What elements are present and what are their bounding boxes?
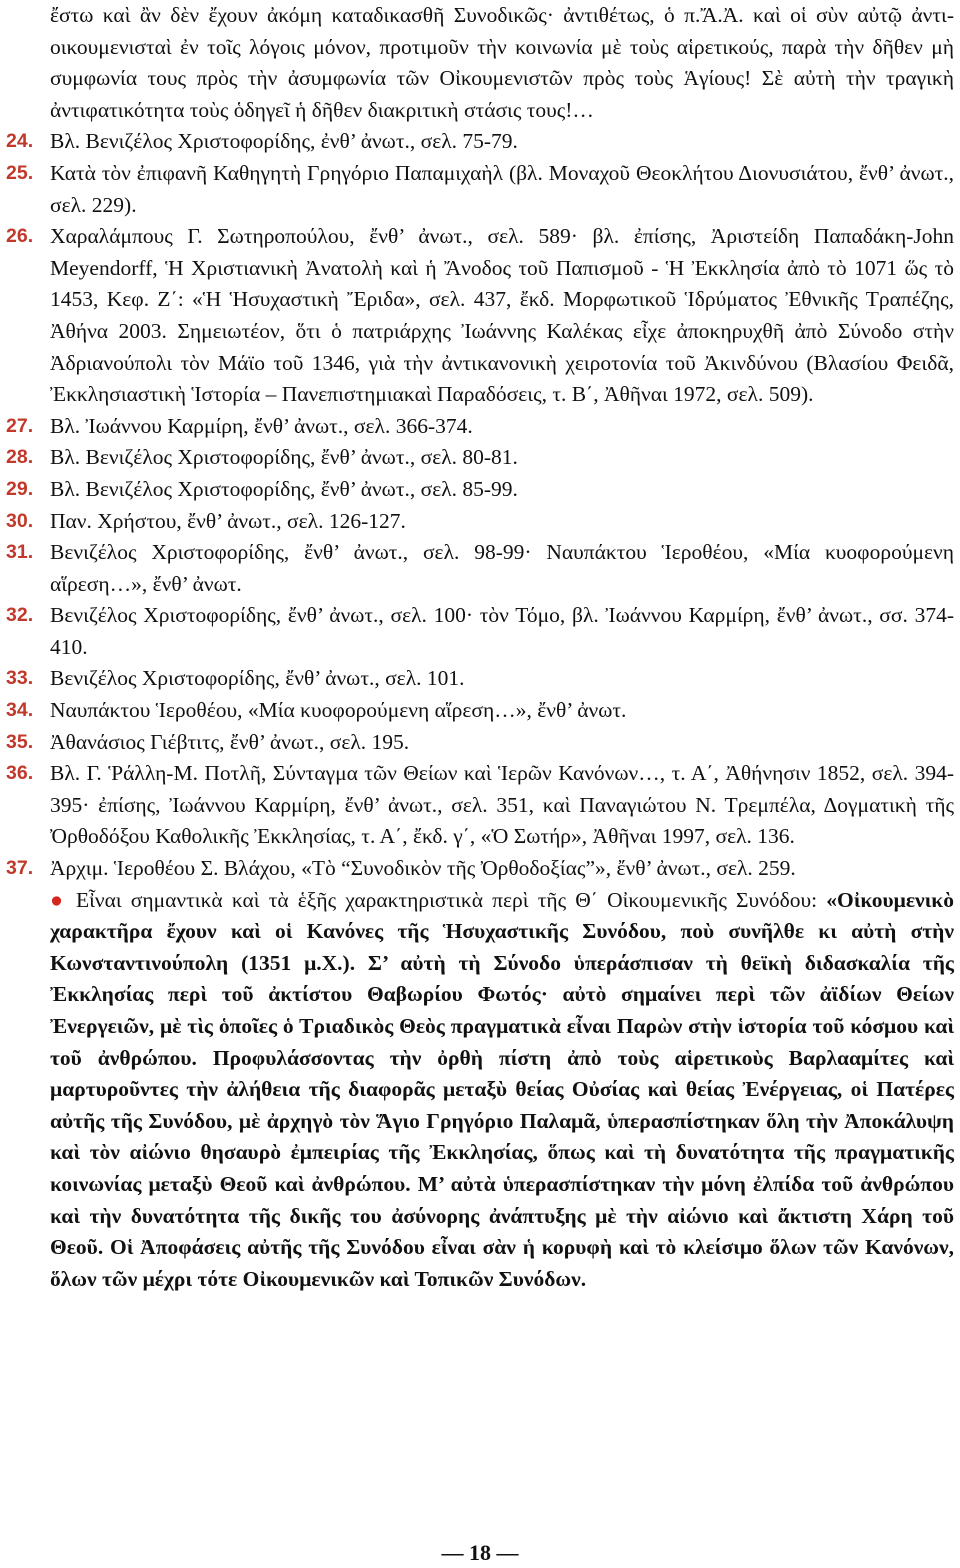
- footnote-37: [6, 853, 954, 885]
- footnote-text: Βλ. Ἰωάννου Καρμίρη, ἔνθ’ ἀνωτ., σελ. 366-374.: [50, 413, 473, 438]
- footnote-number: 24.: [6, 130, 34, 153]
- footnote-34: [6, 695, 954, 727]
- bullet-icon: ●: [50, 887, 67, 912]
- footnote-31: [6, 537, 954, 600]
- footnote-number: 29.: [6, 477, 34, 500]
- footnote-26: [6, 221, 954, 411]
- footnote-number: 36.: [6, 762, 34, 785]
- footnote-36: [6, 758, 954, 853]
- footnote-number: 31.: [6, 541, 34, 564]
- footnote-text: Κατὰ τὸν ἐπιφανῆ Καθηγητὴ Γρηγόριο Παπαμιχαὴλ (βλ. Μοναχοῦ Θεοκλήτου Διονυσιάτου, ἔνθ’ ἀνωτ., σελ. 229).: [50, 160, 954, 217]
- footnote-text: Βλ. Βενιζέλος Χριστοφορίδης, ἐνθ’ ἀνωτ., σελ. 75-79.: [50, 129, 518, 154]
- footnote-number: 26.: [6, 225, 34, 248]
- footnote-number: 33.: [6, 667, 34, 690]
- footnote-24: [6, 126, 954, 158]
- bullet-paragraph: [50, 885, 954, 1296]
- footnote-number: 35.: [6, 730, 34, 753]
- footnote-text: Ναυπάκτου Ἱεροθέου, «Μία κυοφορούμενη αἵρεση…», ἔνθ’ ἀνωτ.: [50, 698, 627, 723]
- footnote-32: [6, 600, 954, 663]
- footnote-text: Παν. Χρήστου, ἔνθ’ ἀνωτ., σελ. 126-127.: [50, 508, 406, 533]
- footnote-text: Βλ. Βενιζέλος Χριστοφορίδης, ἔνθ’ ἀνωτ., σελ. 80-81.: [50, 445, 518, 470]
- bullet-intro-text: Εἶναι σημαντικὰ καὶ τὰ ἑξῆς χαρακτηριστικὰ περὶ τῆς Θ΄ Οἰκουμενικῆς Συνόδου:: [75, 887, 818, 912]
- footnote-number: 27.: [6, 414, 34, 437]
- footnote-30: [6, 506, 954, 538]
- footnote-29: [6, 474, 954, 506]
- footnote-number: 30.: [6, 509, 34, 532]
- footnote-35: [6, 727, 954, 759]
- bullet-bold-quote: «Οἰκουμενικὸ χαρακτῆρα ἔχουν καὶ οἱ Κανόνες τῆς Ἡσυχαστικῆς Συνόδου, ποὺ συνῆλθε κι αὐτὴ στὴν Κωνσταντινούπολη (1351 μ.Χ.). Σ’ αὐτὴ τὴ Σύνοδο ὑπεράσπισαν τὴ θεϊκὴ διδασκαλία τῆς Ἐκκλησίας περὶ τοῦ ἀκτίστου Θαβωρίου Φωτός· αὐτὸ σημαίνει περὶ τῶν ἀϊδίων Θείων Ἐνεργειῶν, μὲ τὶς ὁποῖες ὁ Τριαδικὸς Θεὸς πραγματικὰ εἶναι Παρὼν στὴν ἱστορία τοῦ κόσμου καὶ τοῦ ἀνθρώπου. Προφυλάσσοντας τὴν ὀρθὴ πίστη ἀπὸ τοὺς αἱρετικοὺς Βαρλααμίτες καὶ μαρτυροῦντες τὴν ἀλήθεια τῆς διαφορᾶς μεταξὺ θείας Οὐσίας καὶ θείας Ἐνέργειας, οἱ Πατέρες αὐτῆς τῆς Συνόδου, μὲ ἀρχηγὸ τὸν Ἅγιο Γρηγόριο Παλαμᾶ, ὑπερασπίστηκαν ὅλη τὴν Ἀποκάλυψη καὶ τὸν αἰώνιο θησαυρὸ ἐμπειρίας τῆς Ἐκκλησίας, ὅπως καὶ τὴ δυνατότητα τῆς πραγματικῆς κοινωνίας μεταξὺ Θεοῦ καὶ ἀνθρώπου. Μ’ αὐτὰ ὑπερασπίστηκαν τὴν μόνη ἐλπίδα τοῦ ἀνθρώπου καὶ τὴν δυνατότητα τῆς δικῆς του ἀσύνορης ἀνάπτυξης μὲ τὴν αἰώνιο καὶ ἄκτιστη Χάρη τοῦ Θεοῦ. Οἱ Ἀποφάσεις αὐτῆς τῆς Συνόδου εἶναι σὰν ἡ κορυφὴ καὶ τὸ κλείσιμο ὅλων τῶν Κανόνων, ὅλων τῶν μέχρι τότε Οἰκουμενικῶν καὶ Τοπικῶν Συνόδων.: [50, 887, 954, 1291]
- footnote-text: Χαραλάμπους Γ. Σωτηροπούλου, ἔνθ’ ἀνωτ., σελ. 589· βλ. ἐπίσης, Ἀριστείδη Παπαδάκη-John Meyendorff, Ἡ Χριστιανικὴ Ἀνατολὴ καὶ ἡ Ἄνοδος τοῦ Παπισμοῦ - Ἡ Ἐκκλησία ἀπὸ τὸ 1071 ὥς τὸ 1453, Κεφ. Ζ΄: «Ἡ Ἡσυχαστικὴ Ἔριδα», σελ. 437, ἔκδ. Μορφωτικοῦ Ἱδρύματος Ἐθνικῆς Τραπέζης, Ἀθήνα 2003. Σημειωτέον, ὅτι ὁ πατριάρχης Ἰωάννης Καλέκας εἶχε ἀποκηρυχθῆ ἀπὸ Σύνοδο στὴν Ἀδριανούπολι τὸν Μάϊο τοῦ 1346, γιὰ τὴν ἀντικανονικὴ χειροτονία τοῦ Ἀκινδύνου (Βλασίου Φειδᾶ, Ἐκκλησιαστικὴ Ἱστορία – Πανεπιστημιακαὶ Παραδόσεις, τ. Β΄, Ἀθῆναι 1972, σελ. 509).: [50, 224, 954, 407]
- page-number: — 18 —: [441, 1540, 519, 1565]
- footnote-text: Βλ. Βενιζέλος Χριστοφορίδης, ἔνθ’ ἀνωτ., σελ. 85-99.: [50, 476, 518, 501]
- footnote-number: 37.: [6, 857, 34, 880]
- footnote-text: Ἀθανάσιος Γιέβτιτς, ἔνθ’ ἀνωτ., σελ. 195.: [50, 729, 410, 754]
- footnote-number: 34.: [6, 699, 34, 722]
- footnote-27: [6, 411, 954, 443]
- footnote-33: [6, 663, 954, 695]
- footnote-text: Βενιζέλος Χριστοφορίδης, ἔνθ’ ἀνωτ., σελ. 98-99· Ναυπάκτου Ἱεροθέου, «Μία κυοφορούμενη αἵρεση…», ἔνθ’ ἀνωτ.: [50, 540, 954, 596]
- footnote-text: Βενιζέλος Χριστοφορίδης, ἔνθ’ ἀνωτ., σελ. 100· τὸν Τόμο, βλ. Ἰωάννου Καρμίρη, ἔνθ’ ἀνωτ., σσ. 374-410.: [50, 603, 954, 659]
- footnote-text: Βλ. Γ. Ῥάλλη-Μ. Ποτλῆ, Σύνταγμα τῶν Θείων καὶ Ἱερῶν Κανόνων…, τ. Α΄, Ἀθήνησιν 1852, σελ. 394-395· ἐπίσης, Ἰωάννου Καρμίρη, ἔνθ’ ἀνωτ., σελ. 351, καὶ Παναγιώτου Ν. Τρεμπέλα, Δογματικὴ τῆς Ὀρθοδόξου Καθολικῆς Ἐκκλησίας, τ. Α΄, ἔκδ. γ΄, «Ὁ Σωτήρ», Ἀθῆναι 1997, σελ. 136.: [50, 761, 954, 849]
- footnote-25: [6, 158, 954, 221]
- footnote-28: [6, 442, 954, 474]
- continued-paragraph: ἔστω καὶ ἂν δὲν ἔχουν ἀκόμη καταδικασθῆ Συνοδικῶς· ἀντιθέτως, ὁ π.Ἄ.Ἀ. καὶ οἱ σὺν αὐτῷ ἀντι-οικουμενισταὶ ἐν τοῖς λόγοις μόνον, προτιμοῦν τὴν κοινωνία μὲ τοὺς αἱρετικούς, παρὰ τὴν δῆθεν μὴ συμφωνία τους πρὸς τὴν ἀσυμφωνία τῶν Οἰκουμενιστῶν πρὸς τοὺς Ἁγίους! Σὲ αὐτὴ τὴν τραγικὴ ἀντιφατικότητα τοὺς ὁδηγεῖ ἡ δῆθεν διακριτικὴ στάσις τους!…: [50, 3, 954, 122]
- footnote-text: Βενιζέλος Χριστοφορίδης, ἔνθ’ ἀνωτ., σελ. 101.: [50, 666, 465, 691]
- footnote-number: 25.: [6, 161, 34, 184]
- footnote-text: Ἀρχιμ. Ἱεροθέου Σ. Βλάχου, «Τὸ “Συνοδικὸν τῆς Ὀρθοδοξίας”», ἔνθ’ ἀνωτ., σελ. 259.: [50, 856, 796, 881]
- footnote-number: 28.: [6, 446, 34, 469]
- footnote-number: 32.: [6, 604, 34, 627]
